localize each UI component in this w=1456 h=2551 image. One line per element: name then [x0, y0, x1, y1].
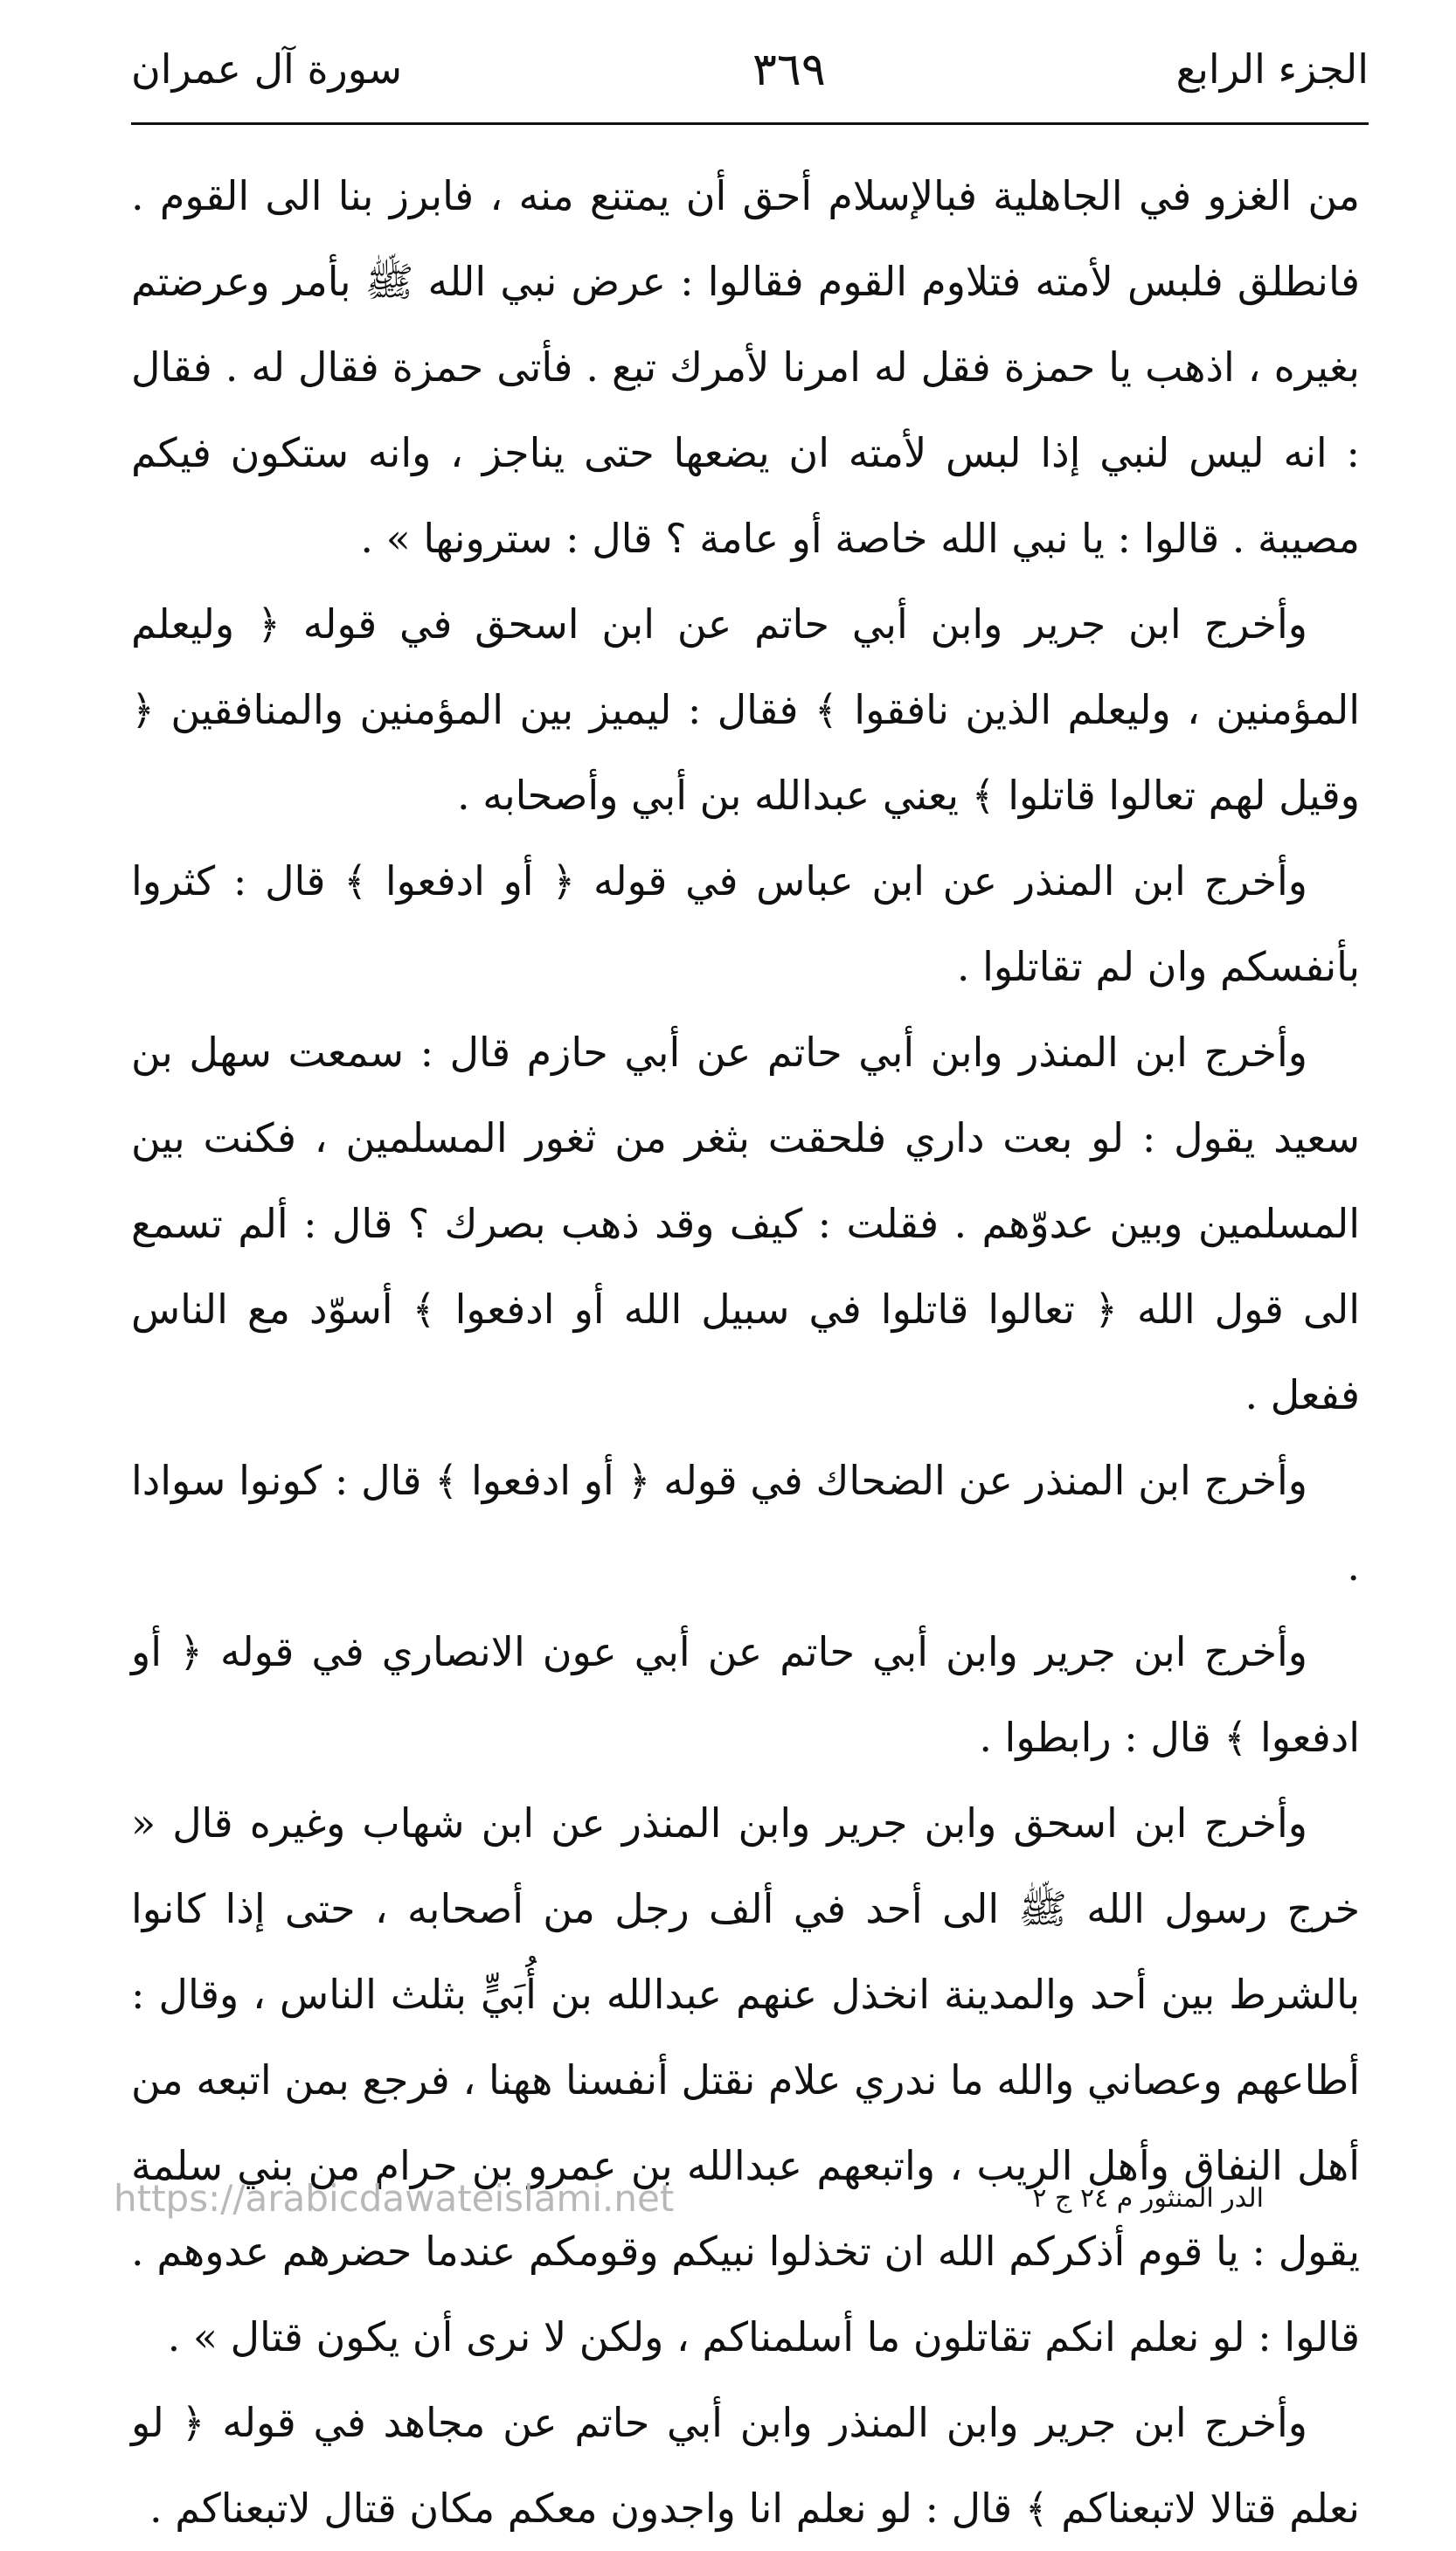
paragraph-4: وأخرج ابن المنذر وابن أبي حاتم عن أبي حازم قال : سمعت سهل بن سعيد يقول : لو بعت داري فلحقت بثغر من ثغور المسلمين ، فكنت بين المسلمين وبين عدوّهم . فقلت : كيف وقد ذهب بصرك ؟ قال : ألم تسمع الى قول الله ﴿ تعالوا قاتلوا في سبيل الله أو ادفعوا ﴾ أسوّد مع الناس ففعل .	[131, 1029, 1360, 1418]
page-number: ٣٦٩	[752, 43, 826, 96]
surah-title: سورة آل عمران	[131, 45, 403, 94]
paragraph-7: وأخرج ابن اسحق وابن جرير وابن المنذر عن ابن شهاب وغيره قال « خرج رسول الله ﷺ الى أحد في ألف رجل من أصحابه ، حتى إذا كانوا بالشرط بين أحد والمدينة انخذل عنهم عبدالله بن أُبَيٍّ بثلث الناس ، وقال : أطاعهم وعصاني والله ما ندري علام نقتل أنفسنا ههنا ، فرجع بمن اتبعه من أهل النفاق وأهل الريب ، واتبعهم عبدالله بن عمرو بن حرام من بني سلمة يقول : يا قوم أذكركم الله ان تخذلوا نبيكم وقومكم عندما حضرهم عدوهم . قالوا : لو نعلم انكم تقاتلون ما أسلمناكم ، ولكن لا نرى أن يكون قتال » .	[131, 1799, 1360, 2360]
page-footer	[114, 2176, 1264, 2220]
paragraph-3: وأخرج ابن المنذر عن ابن عباس في قوله ﴿ أو ادفعوا ﴾ قال : كثروا بأنفسكم وان لم تقاتلوا .	[131, 857, 1360, 990]
paragraph-8: وأخرج ابن جرير وابن المنذر وابن أبي حاتم عن مجاهد في قوله ﴿ لو نعلم قتالا لاتبعناكم ﴾ قال : لو نعلم انا واجدون معكم مكان قتال لاتبعناكم .	[131, 2399, 1360, 2532]
watermark-url: https://arabicdawateislami.net	[114, 2176, 675, 2220]
part-title: الجزء الرابع	[1175, 45, 1369, 94]
page-header	[131, 26, 1369, 114]
paragraph-5: وأخرج ابن المنذر عن الضحاك في قوله ﴿ أو ادفعوا ﴾ قال : كونوا سوادا .	[131, 1457, 1360, 1590]
paragraph-6: وأخرج ابن جرير وابن أبي حاتم عن أبي عون الانصاري في قوله ﴿ أو ادفعوا ﴾ قال : رابطوا .	[131, 1628, 1360, 1761]
paragraph-2: وأخرج ابن جرير وابن أبي حاتم عن ابن اسحق في قوله ﴿ وليعلم المؤمنين ، وليعلم الذين نافقوا ﴾ فقال : ليميز بين المؤمنين والمنافقين ﴿ وقيل لهم تعالوا قاتلوا ﴾ يعني عبدالله بن أبي وأصحابه .	[131, 600, 1360, 819]
paragraph-1: من الغزو في الجاهلية فبالإسلام أحق أن يمتنع منه ، فابرز بنا الى القوم . فانطلق فلبس لأمته فتلاوم القوم فقالوا : عرض نبي الله ﷺ بأمر وعرضتم بغيره ، اذهب يا حمزة فقل له امرنا لأمرك تبع . فأتى حمزة فقال له . فقال : انه ليس لنبي إذا لبس لأمته ان يضعها حتى يناجز ، وانه ستكون فيكم مصيبة . قالوا : يا نبي الله خاصة أو عامة ؟ قال : سترونها » .	[131, 172, 1360, 562]
signature-mark: الدر المنثور م ٢٤ ج ٢	[1032, 2182, 1264, 2214]
header-divider	[131, 122, 1369, 125]
